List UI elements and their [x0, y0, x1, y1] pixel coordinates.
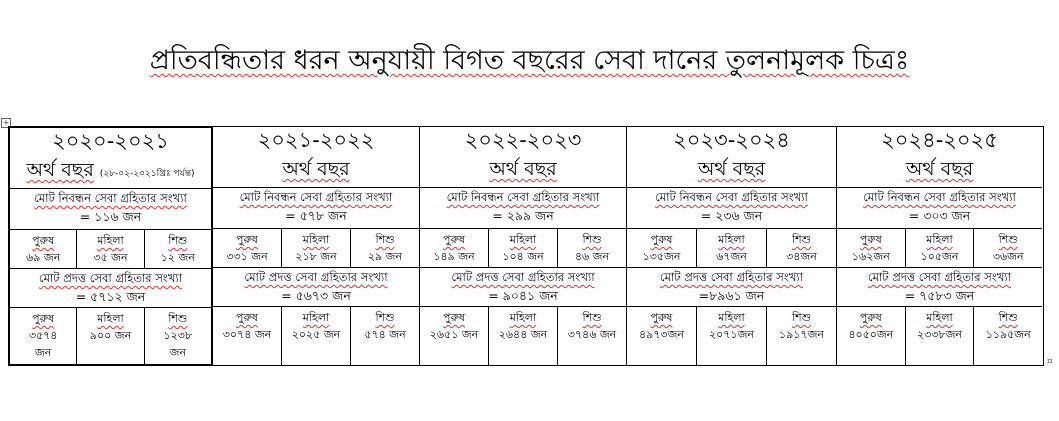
child-label: শিশু	[375, 311, 395, 324]
fiscal-year-text: অর্থ বছর	[282, 158, 350, 180]
registered-child-value: ৩৬জন	[992, 250, 1024, 263]
served-male-cell	[213, 307, 282, 365]
registered-label	[420, 189, 626, 206]
served-male-cell	[10, 308, 77, 364]
served-child-cell	[558, 307, 626, 365]
served-male-cell	[837, 307, 906, 365]
female-label: মহিলা	[302, 233, 330, 246]
registered-child-value: ৪৬ জন	[574, 250, 610, 263]
registered-male-value: ১৬২জন	[851, 250, 890, 263]
registered-label-text: মোট নিবন্ধন সেবা গ্রহিতার সংখ্যা	[655, 190, 808, 204]
served-female-cell	[906, 307, 975, 365]
served-child-value: ১১৯৫জন	[985, 328, 1031, 341]
served-female-value: ৯০০ জন	[89, 329, 132, 342]
served-label-text: মোট প্রদত্ত সেবা গ্রহিতার সংখ্যা	[867, 270, 1012, 284]
served-total: =৮৯৬১ জন	[698, 288, 765, 303]
fiscal-year-label	[837, 154, 1042, 184]
registered-child-cell	[351, 229, 419, 267]
year-column	[213, 127, 420, 365]
male-label: পুরুষ	[32, 234, 55, 247]
table-move-handle-icon[interactable]: +	[2, 118, 10, 127]
registered-total: = ২৯৯ জন	[492, 208, 554, 223]
served-child-cell	[767, 307, 836, 365]
served-male-value: ২৬৫১ জন	[429, 328, 479, 341]
registered-breakdown	[837, 229, 1042, 267]
registered-label-text: মোট নিবন্ধন সেবা গ্রহিতার সংখ্যা	[34, 191, 187, 205]
served-female-value: ২৬৪৪ জন	[498, 328, 548, 341]
registered-child-cell	[974, 229, 1042, 267]
registered-breakdown	[627, 229, 836, 267]
child-label: শিশু	[582, 233, 602, 246]
divider	[213, 267, 419, 268]
served-male-cell	[627, 307, 697, 365]
child-label: শিশু	[998, 311, 1018, 324]
registered-male-value: ১৪৯ জন	[433, 250, 475, 263]
served-label	[627, 269, 836, 286]
male-label: পুরুষ	[859, 233, 882, 246]
registered-child-value: ২৯ জন	[367, 250, 403, 263]
date-note: (২৮-০২-২০২১খ্রিঃ পর্যন্ত)	[99, 169, 195, 179]
child-label: শিশু	[168, 234, 188, 247]
served-child-cell	[145, 308, 211, 364]
served-label-text: মোট প্রদত্ত সেবা গ্রহিতার সংখ্যা	[659, 270, 804, 284]
registered-label	[837, 189, 1042, 206]
served-breakdown	[213, 307, 419, 365]
divider	[837, 267, 1042, 268]
divider	[837, 187, 1042, 188]
registered-child-cell	[558, 229, 626, 267]
fiscal-year-text: অর্থ বছর	[489, 158, 557, 180]
year-column	[837, 127, 1042, 365]
served-female-value: ২০৭১জন	[708, 328, 754, 341]
female-label: মহিলা	[926, 233, 953, 246]
registered-female-cell	[906, 229, 975, 267]
year-column	[420, 127, 627, 365]
male-label: পুরুষ	[650, 311, 673, 324]
served-child-value: ১৯১৭জন	[779, 328, 824, 341]
male-label: পুরুষ	[236, 311, 258, 324]
served-male-cell	[420, 307, 489, 365]
served-male-value: ৩০৭৪ জন	[222, 328, 272, 341]
divider	[627, 267, 836, 268]
served-label	[420, 269, 626, 286]
year-heading: ২০২২-২০২৩	[464, 128, 582, 152]
fiscal-year-label	[213, 154, 419, 184]
served-male-value: ৪৯৭৩জন	[639, 328, 684, 341]
male-label: পুরুষ	[236, 233, 258, 246]
served-female-cell	[282, 307, 351, 365]
registered-total: = ১১৬ জন	[79, 209, 142, 224]
child-label: শিশু	[791, 311, 812, 324]
divider	[10, 188, 211, 189]
registered-male-cell	[10, 230, 77, 268]
female-label: মহিলা	[509, 233, 537, 246]
served-female-value: ২০২৫ জন	[291, 328, 341, 341]
served-child-value: ৩৭৪৬ জন	[567, 328, 617, 341]
registered-breakdown	[420, 229, 626, 267]
registered-total: = ২৩৬ জন	[700, 208, 763, 223]
divider	[420, 267, 626, 268]
registered-female-cell	[489, 229, 558, 267]
served-total: = ৫৬৭৩ জন	[281, 288, 351, 303]
registered-female-cell	[697, 229, 767, 267]
male-label: পুরুষ	[650, 233, 673, 246]
registered-label	[627, 189, 836, 206]
served-breakdown	[627, 307, 836, 365]
male-label: পুরুষ	[443, 233, 465, 246]
registered-female-value: ১০৫জন	[920, 250, 959, 263]
registered-male-value: ৩৩১ জন	[226, 250, 268, 263]
served-breakdown	[420, 307, 626, 365]
fiscal-year-label	[420, 154, 626, 184]
child-label: শিশু	[998, 233, 1018, 246]
fiscal-year-text: অর্থ বছর	[905, 158, 974, 180]
served-child-value: ১২৩৮ জন	[163, 329, 193, 359]
registered-breakdown	[213, 229, 419, 267]
served-breakdown	[10, 308, 211, 364]
served-label-text: মোট প্রদত্ত সেবা গ্রহিতার সংখ্যা	[244, 270, 388, 284]
paragraph-mark-icon: ¤	[1046, 356, 1053, 367]
registered-female-value: ৬৭জন	[716, 250, 747, 263]
title-text: প্রতিবন্ধিতার ধরন অনুযায়ী বিগত বছরের সেবা দানের তুলনামূলক চিত্রঃ	[149, 45, 910, 76]
registered-male-cell	[627, 229, 697, 267]
served-total: = ৫৭১২ জন	[75, 289, 146, 304]
divider	[420, 187, 626, 188]
registered-label-text: মোট নিবন্ধন সেবা গ্রহিতার সংখ্যা	[863, 190, 1016, 204]
registered-total: = ৩০৩ জন	[908, 208, 971, 223]
served-label	[213, 269, 419, 286]
year-heading: ২০২৪-২০২৫	[881, 128, 998, 152]
registered-female-cell	[282, 229, 351, 267]
registered-label-text: মোট নিবন্ধন সেবা গ্রহিতার সংখ্যা	[239, 190, 393, 204]
year-heading: ২০২৩-২০২৪	[673, 128, 790, 152]
fiscal-year-text: অর্থ বছর	[697, 158, 766, 180]
child-label: শিশু	[582, 311, 602, 324]
served-male-value: ৩৫৭৪ জন	[28, 329, 58, 359]
year-column	[627, 127, 837, 365]
served-label-text: মোট প্রদত্ত সেবা গ্রহিতার সংখ্যা	[38, 271, 183, 285]
served-label	[10, 270, 211, 287]
male-label: পুরুষ	[859, 311, 882, 324]
year-heading: ২০২১-২০২২	[257, 128, 375, 152]
registered-female-value: ৩৫ জন	[93, 251, 128, 264]
registered-male-value: ১৩৫জন	[642, 250, 681, 263]
divider	[627, 187, 836, 188]
fiscal-year-label	[10, 155, 211, 185]
served-total: = ৯০৪১ জন	[488, 288, 558, 303]
registered-label-text: মোট নিবন্ধন সেবা গ্রহিতার সংখ্যা	[446, 190, 600, 204]
served-female-value: ২৩৩৮জন	[917, 328, 963, 341]
served-label-text: মোট প্রদত্ত সেবা গ্রহিতার সংখ্যা	[451, 270, 595, 284]
registered-label	[10, 190, 211, 207]
page-title	[0, 44, 1059, 78]
female-label: মহিলা	[302, 311, 330, 324]
fiscal-year-label	[627, 154, 836, 184]
registered-male-cell	[213, 229, 282, 267]
registered-male-value: ৬৯ জন	[26, 251, 61, 264]
served-label	[837, 269, 1042, 286]
fiscal-year-text: অর্থ বছর	[26, 159, 94, 181]
registered-male-cell	[420, 229, 489, 267]
divider	[10, 268, 211, 269]
registered-breakdown	[10, 230, 211, 268]
registered-female-value: ২১৮ জন	[295, 250, 337, 263]
registered-label	[213, 189, 419, 206]
female-label: মহিলা	[926, 311, 953, 324]
registered-child-value: ৩৪জন	[786, 250, 817, 263]
female-label: মহিলা	[718, 311, 745, 324]
registered-female-cell	[77, 230, 144, 268]
year-column	[8, 126, 213, 366]
served-male-value: ৪০৫০জন	[848, 328, 894, 341]
female-label: মহিলা	[718, 233, 745, 246]
served-breakdown	[837, 307, 1042, 365]
registered-child-cell	[145, 230, 211, 268]
registered-child-cell	[767, 229, 836, 267]
female-label: মহিলা	[97, 234, 124, 247]
served-child-value: ৫৭৪ জন	[364, 328, 406, 341]
female-label: মহিলা	[97, 312, 124, 325]
divider	[213, 187, 419, 188]
served-child-cell	[974, 307, 1042, 365]
registered-female-value: ১০৪ জন	[502, 250, 544, 263]
child-label: শিশু	[168, 312, 188, 325]
registered-child-value: ১২ জন	[160, 251, 195, 264]
registered-total: = ৫৭৮ জন	[285, 208, 347, 223]
child-label: শিশু	[791, 233, 812, 246]
served-female-cell	[77, 308, 144, 364]
male-label: পুরুষ	[32, 312, 55, 325]
child-label: শিশু	[375, 233, 395, 246]
served-female-cell	[489, 307, 558, 365]
served-female-cell	[697, 307, 767, 365]
served-total: = ৭৫৮৩ জন	[904, 288, 975, 303]
registered-male-cell	[837, 229, 906, 267]
female-label: মহিলা	[509, 311, 537, 324]
male-label: পুরুষ	[443, 311, 465, 324]
year-heading: ২০২০-২০২১	[52, 129, 169, 153]
served-child-cell	[351, 307, 419, 365]
comparison-table	[8, 126, 1044, 366]
